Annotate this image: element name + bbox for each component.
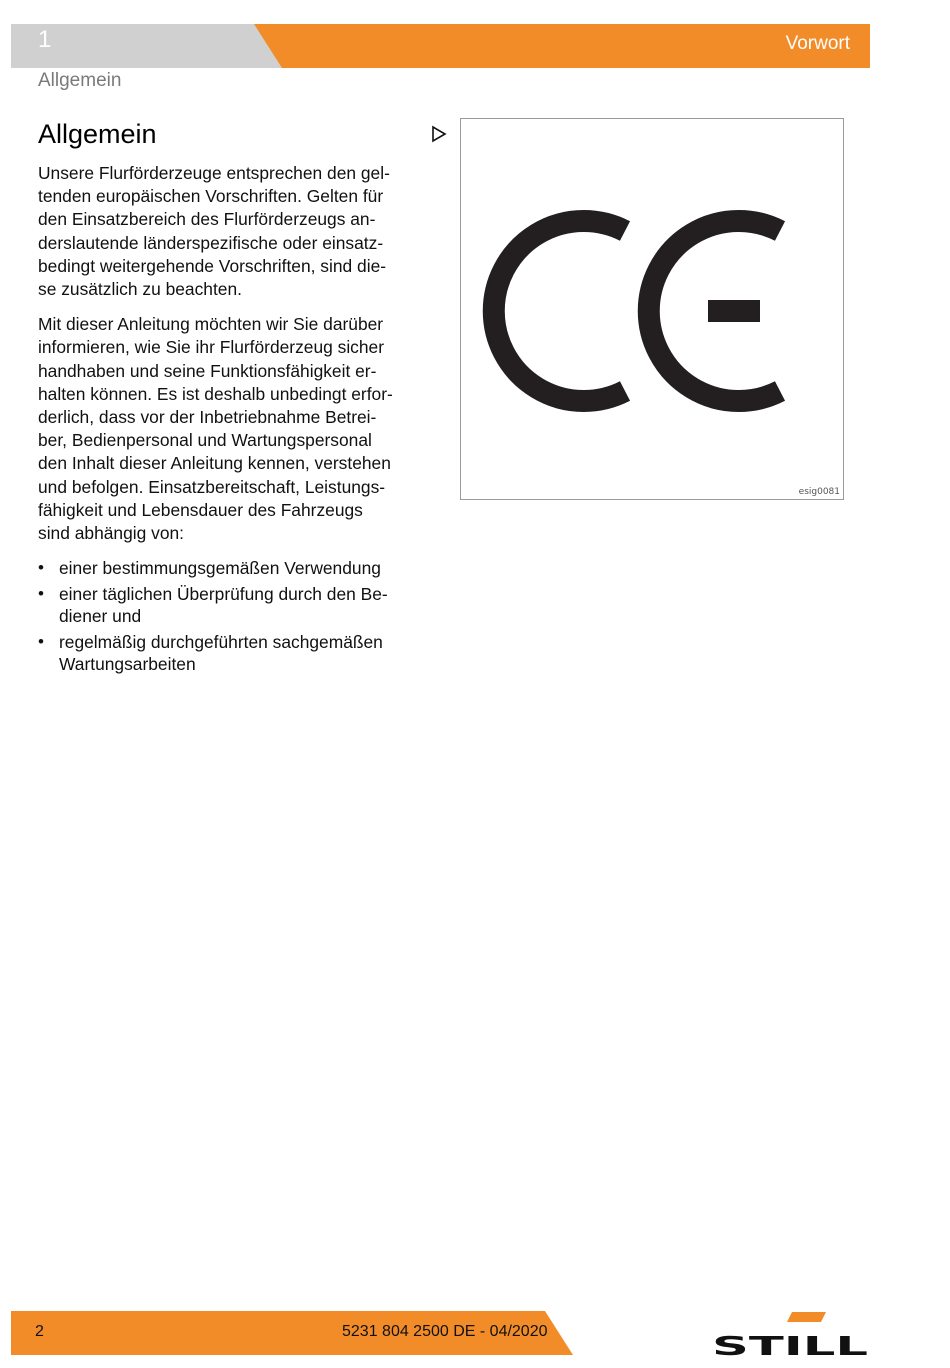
figure-caption: esig0081 [798,487,840,497]
triangle-right-outline-icon [431,125,447,143]
paragraph-line: tenden europäischen Vorschriften. Gelten für [38,186,384,207]
intro-paragraph [38,162,423,301]
paragraph-line: halten können. Es ist deshalb unbedingt erfor- [38,383,393,404]
paragraph-line: den Inhalt dieser Anleitung kennen, verstehen [38,453,391,474]
bullet-icon: • [38,632,44,652]
breadcrumb: Allgemein [38,70,122,91]
paragraph-line: bedingt weitergehende Vorschriften, sind die- [38,255,387,276]
paragraph-line: Unsere Flurförderzeuge entsprechen den gel- [38,163,390,183]
header-band-shape [11,24,870,68]
manual-purpose-paragraph [38,313,423,545]
paragraph-line: Mit dieser Anleitung möchten wir Sie darüber [38,314,384,335]
main-content [38,116,423,679]
header-band [11,24,870,68]
paragraph-line: fähigkeit und Lebensdauer des Fahrzeugs [38,499,363,520]
page-heading: Allgemein [38,119,157,149]
section-title: Vorwort [785,33,850,54]
document-id: 5231 804 2500 DE - 04/2020 [342,1323,548,1340]
still-logo [710,1310,870,1358]
paragraph-line: informieren, wie Sie ihr Flurförderzeug sicher [38,337,385,358]
list-item-text: einer täglichen Überprüfung durch den Be- [59,584,388,605]
bullet-icon: • [38,558,44,578]
list-item-text: regelmäßig durchgeführten sachgemäßen [59,632,383,653]
ce-mark-figure [460,118,844,500]
chapter-number: 1 [38,26,52,53]
list-item [38,557,423,579]
list-item [38,583,423,627]
paragraph-line: und befolgen. Einsatzbereitschaft, Leistungs- [38,476,386,497]
list-item-text: Wartungsarbeiten [59,654,196,675]
paragraph-line: se zusätzlich zu beachten. [38,279,242,300]
paragraph-line: sind abhängig von: [38,523,185,544]
paragraph-line: den Einsatzbereich des Flurförderzeugs an- [38,209,376,230]
logo-text: STILL [712,1332,868,1358]
paragraph-line: derslautende länderspezifische oder einsatz- [38,232,384,253]
ce-mark-icon [461,119,845,501]
list-item [38,631,423,675]
requirements-list [38,557,423,675]
paragraph-line: derlich, dass vor der Inbetriebnahme Betrei- [38,407,377,428]
page-number: 2 [35,1323,44,1340]
paragraph-line: ber, Bedienpersonal und Wartungspersonal [38,430,372,451]
list-item-text: einer bestimmungsgemäßen Verwendung [59,558,381,579]
paragraph-line: handhaben und seine Funktionsfähigkeit er- [38,360,377,381]
bullet-icon: • [38,584,44,604]
list-item-text: diener und [59,606,142,627]
